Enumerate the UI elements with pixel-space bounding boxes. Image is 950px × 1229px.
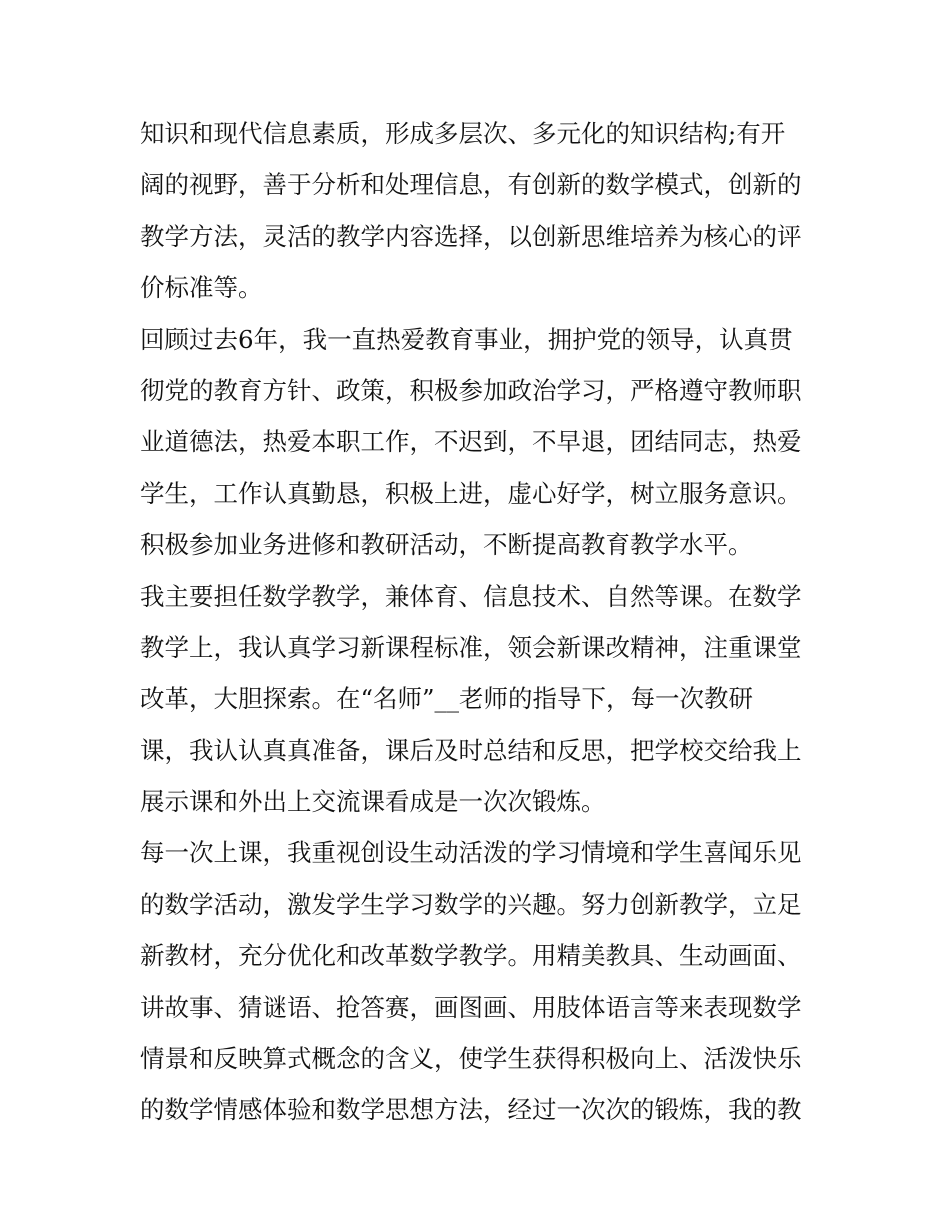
text-line: 我主要担任数学教学，兼体育、信息技术、自然等课。在数学 <box>140 581 802 611</box>
text-line: 的数学情感体验和数学思想方法，经过一次次的锻炼，我的教 <box>140 1095 802 1125</box>
text-line: 的数学活动，激发学生学习数学的兴趣。努力创新教学，立足 <box>140 889 802 919</box>
text-line: 彻党的教育方针、政策，积极参加政治学习，严格遵守教师职 <box>140 375 802 405</box>
text-line: 价标准等。 <box>140 273 263 303</box>
text-line: 展示课和外出上交流课看成是一次次锻炼。 <box>140 787 606 817</box>
text-line: 课，我认认真真准备，课后及时总结和反思，把学校交给我上 <box>140 735 802 765</box>
body-text <box>140 108 830 1136</box>
text-line: 情景和反映算式概念的含义，使学生获得积极向上、活泼快乐 <box>140 1044 802 1074</box>
text-line: 教学上，我认真学习新课程标准，领会新课改精神，注重课堂 <box>140 632 802 662</box>
text-line: 教学方法，灵活的教学内容选择，以创新思维培养为核心的评 <box>140 221 802 251</box>
text-line: 每一次上课，我重视创设生动活泼的学习情境和学生喜闻乐见 <box>140 838 802 868</box>
text-line: 讲故事、猜谜语、抢答赛，画图画、用肢体语言等来表现数学 <box>140 992 802 1022</box>
text-line: 积极参加业务进修和教研活动，不断提高教育教学水平。 <box>140 530 753 560</box>
text-line: 阔的视野，善于分析和处理信息，有创新的数学模式，创新的 <box>140 170 802 200</box>
text-line: 业道德法，热爱本职工作，不迟到，不早退，团结同志，热爱 <box>140 427 802 457</box>
text-line: 改革，大胆探索。在“名师”__老师的指导下，每一次教研 <box>140 684 754 714</box>
text-line: 知识和现代信息素质，形成多层次、多元化的知识结构;有开 <box>140 119 786 148</box>
text-line: 学生，工作认真勤恳，积极上进，虚心好学，树立服务意识。 <box>140 478 802 508</box>
text-line: 新教材，充分优化和改革数学教学。用精美教具、生动画面、 <box>140 941 802 971</box>
text-line: 回顾过去6年，我一直热爱教育事业，拥护党的领导，认真贯 <box>140 324 793 354</box>
